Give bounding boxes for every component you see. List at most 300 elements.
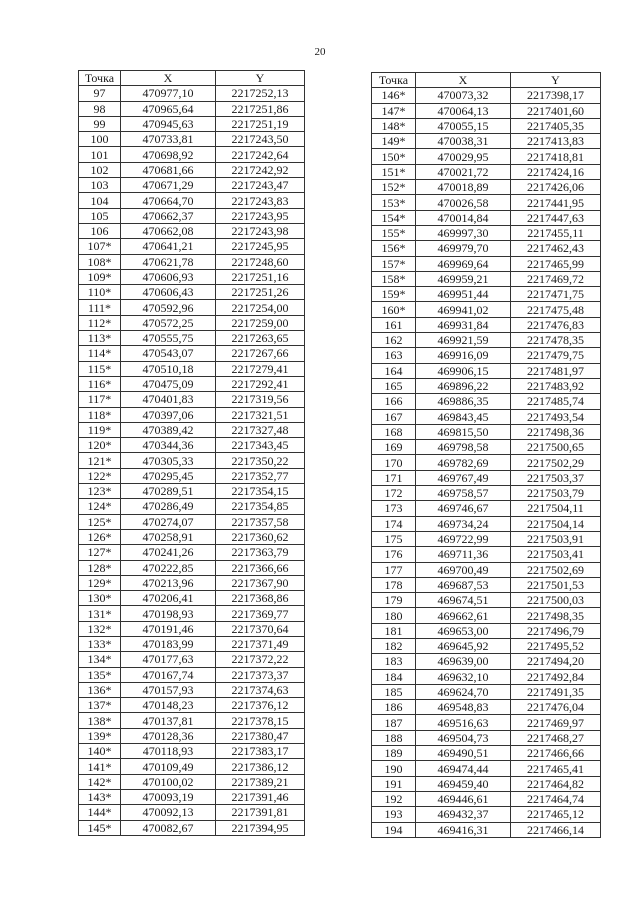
- table-row: [372, 501, 601, 516]
- y-coordinate-cell: 2217267,66: [216, 346, 305, 361]
- point-number-cell: 183: [372, 654, 416, 669]
- table-row: [372, 424, 601, 439]
- x-coordinate-cell: 469474,44: [416, 761, 511, 776]
- x-coordinate-cell: 469416,31: [416, 822, 511, 837]
- y-coordinate-cell: 2217327,48: [216, 422, 305, 437]
- x-coordinate-cell: 469624,70: [416, 684, 511, 699]
- table-row: [79, 300, 305, 315]
- x-coordinate-cell: 469815,50: [416, 424, 511, 439]
- point-number-cell: 130*: [79, 591, 121, 606]
- point-number-cell: 168: [372, 424, 416, 439]
- table-row: [372, 700, 601, 715]
- y-coordinate-cell: 2217466,66: [511, 746, 601, 761]
- x-coordinate-cell: 470038,31: [416, 134, 511, 149]
- y-coordinate-cell: 2217398,17: [511, 88, 601, 103]
- y-coordinate-cell: 2217447,63: [511, 210, 601, 225]
- y-coordinate-cell: 2217503,41: [511, 547, 601, 562]
- table-row: [79, 621, 305, 636]
- point-number-cell: 119*: [79, 422, 121, 437]
- y-coordinate-cell: 2217366,66: [216, 560, 305, 575]
- x-coordinate-cell: 470305,33: [121, 453, 216, 468]
- table-row: [372, 440, 601, 455]
- point-number-cell: 167: [372, 409, 416, 424]
- x-coordinate-cell: 470606,93: [121, 269, 216, 284]
- y-coordinate-cell: 2217464,82: [511, 776, 601, 791]
- table-row: [372, 180, 601, 195]
- y-coordinate-cell: 2217378,15: [216, 713, 305, 728]
- y-coordinate-cell: 2217373,37: [216, 667, 305, 682]
- x-coordinate-cell: 470157,93: [121, 682, 216, 697]
- y-coordinate-cell: 2217465,99: [511, 256, 601, 271]
- y-coordinate-cell: 2217251,16: [216, 269, 305, 284]
- x-coordinate-cell: 470109,49: [121, 759, 216, 774]
- x-coordinate-cell: 469432,37: [416, 807, 511, 822]
- x-coordinate-cell: 470191,46: [121, 621, 216, 636]
- y-coordinate-cell: 2217251,26: [216, 285, 305, 300]
- point-number-cell: 110*: [79, 285, 121, 300]
- table-row: [372, 394, 601, 409]
- point-number-cell: 175: [372, 531, 416, 546]
- y-coordinate-cell: 2217371,49: [216, 636, 305, 651]
- x-coordinate-cell: 470213,96: [121, 575, 216, 590]
- y-coordinate-cell: 2217242,64: [216, 147, 305, 162]
- point-number-cell: 155*: [372, 225, 416, 240]
- table-row: [372, 256, 601, 271]
- x-coordinate-cell: 470510,18: [121, 361, 216, 376]
- x-coordinate-cell: 470026,58: [416, 195, 511, 210]
- table-row: [79, 468, 305, 483]
- x-coordinate-cell: 469921,59: [416, 333, 511, 348]
- table-row: [79, 101, 305, 116]
- table-row: [79, 285, 305, 300]
- y-coordinate-cell: 2217462,43: [511, 241, 601, 256]
- x-coordinate-cell: 469931,84: [416, 317, 511, 332]
- x-coordinate-cell: 470664,70: [121, 193, 216, 208]
- y-coordinate-cell: 2217321,51: [216, 407, 305, 422]
- point-number-cell: 134*: [79, 652, 121, 667]
- table-row: [79, 239, 305, 254]
- point-number-cell: 176: [372, 547, 416, 562]
- point-number-cell: 173: [372, 501, 416, 516]
- y-coordinate-cell: 2217418,81: [511, 149, 601, 164]
- point-number-cell: 159*: [372, 287, 416, 302]
- x-coordinate-cell: 470389,42: [121, 422, 216, 437]
- point-number-cell: 126*: [79, 529, 121, 544]
- x-coordinate-cell: 470543,07: [121, 346, 216, 361]
- table-row: [79, 223, 305, 238]
- table-row: [372, 164, 601, 179]
- y-coordinate-cell: 2217363,79: [216, 545, 305, 560]
- table-row: [372, 134, 601, 149]
- y-coordinate-cell: 2217391,46: [216, 789, 305, 804]
- y-coordinate-cell: 2217370,64: [216, 621, 305, 636]
- point-number-cell: 151*: [372, 164, 416, 179]
- point-number-cell: 194: [372, 822, 416, 837]
- point-number-cell: 139*: [79, 728, 121, 743]
- y-coordinate-cell: 2217471,75: [511, 287, 601, 302]
- point-number-cell: 127*: [79, 545, 121, 560]
- point-number-cell: 171: [372, 470, 416, 485]
- x-coordinate-cell: 470073,32: [416, 88, 511, 103]
- point-number-cell: 158*: [372, 271, 416, 286]
- x-coordinate-cell: 469459,40: [416, 776, 511, 791]
- x-coordinate-cell: 470965,64: [121, 101, 216, 116]
- y-coordinate-cell: 2217502,69: [511, 562, 601, 577]
- table-row: [79, 606, 305, 621]
- x-coordinate-cell: 470698,92: [121, 147, 216, 162]
- y-coordinate-cell: 2217476,04: [511, 700, 601, 715]
- y-coordinate-cell: 2217251,19: [216, 116, 305, 131]
- x-coordinate-cell: 470606,43: [121, 285, 216, 300]
- y-coordinate-cell: 2217243,95: [216, 208, 305, 223]
- table-row: [372, 363, 601, 378]
- table-row: [79, 636, 305, 651]
- y-coordinate-cell: 2217243,47: [216, 178, 305, 193]
- y-coordinate-cell: 2217492,84: [511, 669, 601, 684]
- y-coordinate-cell: 2217354,15: [216, 484, 305, 499]
- table-row: [372, 730, 601, 745]
- point-number-cell: 102: [79, 162, 121, 177]
- table-row: [79, 438, 305, 453]
- table-row: [372, 210, 601, 225]
- table-row: [372, 623, 601, 638]
- point-number-cell: 193: [372, 807, 416, 822]
- x-coordinate-cell: 469662,61: [416, 608, 511, 623]
- point-number-cell: 163: [372, 348, 416, 363]
- x-coordinate-cell: 469711,36: [416, 547, 511, 562]
- y-coordinate-cell: 2217464,74: [511, 791, 601, 806]
- table-row: [372, 608, 601, 623]
- x-coordinate-cell: 470662,08: [121, 223, 216, 238]
- table-row: [79, 376, 305, 391]
- point-number-cell: 146*: [372, 88, 416, 103]
- table-row: [79, 208, 305, 223]
- table-row: [79, 254, 305, 269]
- point-number-cell: 118*: [79, 407, 121, 422]
- x-coordinate-cell: 469959,21: [416, 271, 511, 286]
- y-coordinate-cell: 2217426,06: [511, 180, 601, 195]
- point-number-cell: 100: [79, 132, 121, 147]
- table-row: [79, 269, 305, 284]
- table-header-row: [79, 71, 305, 86]
- y-coordinate-cell: 2217466,14: [511, 822, 601, 837]
- x-coordinate-cell: 469639,00: [416, 654, 511, 669]
- point-number-cell: 187: [372, 715, 416, 730]
- x-coordinate-cell: 470183,99: [121, 636, 216, 651]
- point-number-cell: 114*: [79, 346, 121, 361]
- x-coordinate-cell: 470344,36: [121, 438, 216, 453]
- y-coordinate-cell: 2217259,00: [216, 315, 305, 330]
- table-row: [79, 361, 305, 376]
- x-coordinate-cell: 470286,49: [121, 499, 216, 514]
- point-number-cell: 192: [372, 791, 416, 806]
- x-coordinate-cell: 469490,51: [416, 746, 511, 761]
- x-coordinate-cell: 469951,44: [416, 287, 511, 302]
- x-coordinate-cell: 470082,67: [121, 820, 216, 835]
- point-number-cell: 172: [372, 486, 416, 501]
- table-row: [79, 315, 305, 330]
- point-number-cell: 160*: [372, 302, 416, 317]
- y-coordinate-cell: 2217494,20: [511, 654, 601, 669]
- table-row: [79, 407, 305, 422]
- x-coordinate-cell: 470018,89: [416, 180, 511, 195]
- y-coordinate-cell: 2217485,74: [511, 394, 601, 409]
- header-y: Y: [511, 73, 601, 88]
- x-coordinate-cell: 470014,84: [416, 210, 511, 225]
- y-coordinate-cell: 2217248,60: [216, 254, 305, 269]
- y-coordinate-cell: 2217369,77: [216, 606, 305, 621]
- y-coordinate-cell: 2217389,21: [216, 774, 305, 789]
- point-number-cell: 162: [372, 333, 416, 348]
- table-row: [79, 728, 305, 743]
- x-coordinate-cell: 470222,85: [121, 560, 216, 575]
- x-coordinate-cell: 469798,58: [416, 440, 511, 455]
- table-row: [79, 86, 305, 101]
- table-row: [372, 776, 601, 791]
- table-row: [79, 667, 305, 682]
- point-number-cell: 117*: [79, 392, 121, 407]
- table-row: [372, 547, 601, 562]
- y-coordinate-cell: 2217383,17: [216, 744, 305, 759]
- x-coordinate-cell: 470945,63: [121, 116, 216, 131]
- table-row: [79, 713, 305, 728]
- y-coordinate-cell: 2217424,16: [511, 164, 601, 179]
- x-coordinate-cell: 470241,26: [121, 545, 216, 560]
- x-coordinate-cell: 470977,10: [121, 86, 216, 101]
- table-row: [372, 746, 601, 761]
- y-coordinate-cell: 2217465,12: [511, 807, 601, 822]
- x-coordinate-cell: 470167,74: [121, 667, 216, 682]
- table-row: [79, 116, 305, 131]
- x-coordinate-cell: 470198,93: [121, 606, 216, 621]
- point-number-cell: 156*: [372, 241, 416, 256]
- table-row: [79, 162, 305, 177]
- point-number-cell: 106: [79, 223, 121, 238]
- x-coordinate-cell: 470064,13: [416, 103, 511, 118]
- table-row: [79, 331, 305, 346]
- x-coordinate-cell: 469782,69: [416, 455, 511, 470]
- table-row: [372, 195, 601, 210]
- point-number-cell: 129*: [79, 575, 121, 590]
- header-y: Y: [216, 71, 305, 86]
- point-number-cell: 182: [372, 638, 416, 653]
- x-coordinate-cell: 469843,45: [416, 409, 511, 424]
- point-number-cell: 150*: [372, 149, 416, 164]
- table-row: [372, 531, 601, 546]
- point-number-cell: 135*: [79, 667, 121, 682]
- point-number-cell: 138*: [79, 713, 121, 728]
- y-coordinate-cell: 2217243,83: [216, 193, 305, 208]
- y-coordinate-cell: 2217343,45: [216, 438, 305, 453]
- table-row: [372, 470, 601, 485]
- point-number-cell: 121*: [79, 453, 121, 468]
- y-coordinate-cell: 2217493,54: [511, 409, 601, 424]
- y-coordinate-cell: 2217372,22: [216, 652, 305, 667]
- point-number-cell: 178: [372, 577, 416, 592]
- x-coordinate-cell: 470100,02: [121, 774, 216, 789]
- x-coordinate-cell: 470671,29: [121, 178, 216, 193]
- y-coordinate-cell: 2217243,98: [216, 223, 305, 238]
- table-row: [79, 499, 305, 514]
- table-row: [79, 132, 305, 147]
- y-coordinate-cell: 2217496,79: [511, 623, 601, 638]
- point-number-cell: 105: [79, 208, 121, 223]
- x-coordinate-cell: 469632,10: [416, 669, 511, 684]
- y-coordinate-cell: 2217319,56: [216, 392, 305, 407]
- y-coordinate-cell: 2217263,65: [216, 331, 305, 346]
- x-coordinate-cell: 470148,23: [121, 698, 216, 713]
- y-coordinate-cell: 2217441,95: [511, 195, 601, 210]
- point-number-cell: 181: [372, 623, 416, 638]
- x-coordinate-cell: 470295,45: [121, 468, 216, 483]
- x-coordinate-cell: 470662,37: [121, 208, 216, 223]
- point-number-cell: 152*: [372, 180, 416, 195]
- table-row: [372, 654, 601, 669]
- y-coordinate-cell: 2217498,35: [511, 608, 601, 623]
- point-number-cell: 112*: [79, 315, 121, 330]
- x-coordinate-cell: 470289,51: [121, 484, 216, 499]
- point-number-cell: 133*: [79, 636, 121, 651]
- table-row: [372, 409, 601, 424]
- table-row: [79, 698, 305, 713]
- point-number-cell: 120*: [79, 438, 121, 453]
- y-coordinate-cell: 2217254,00: [216, 300, 305, 315]
- y-coordinate-cell: 2217469,97: [511, 715, 601, 730]
- y-coordinate-cell: 2217475,48: [511, 302, 601, 317]
- table-row: [372, 486, 601, 501]
- point-number-cell: 157*: [372, 256, 416, 271]
- table-row: [79, 652, 305, 667]
- point-number-cell: 161: [372, 317, 416, 332]
- y-coordinate-cell: 2217469,72: [511, 271, 601, 286]
- y-coordinate-cell: 2217491,35: [511, 684, 601, 699]
- point-number-cell: 189: [372, 746, 416, 761]
- table-row: [79, 545, 305, 560]
- y-coordinate-cell: 2217242,92: [216, 162, 305, 177]
- y-coordinate-cell: 2217374,63: [216, 682, 305, 697]
- point-number-cell: 97: [79, 86, 121, 101]
- x-coordinate-cell: 469758,57: [416, 486, 511, 501]
- point-number-cell: 103: [79, 178, 121, 193]
- point-number-cell: 131*: [79, 606, 121, 621]
- point-number-cell: 145*: [79, 820, 121, 835]
- y-coordinate-cell: 2217354,85: [216, 499, 305, 514]
- table-row: [372, 225, 601, 240]
- x-coordinate-cell: 469653,00: [416, 623, 511, 638]
- x-coordinate-cell: 469645,92: [416, 638, 511, 653]
- table-row: [79, 789, 305, 804]
- y-coordinate-cell: 2217368,86: [216, 591, 305, 606]
- x-coordinate-cell: 469906,15: [416, 363, 511, 378]
- table-row: [79, 560, 305, 575]
- y-coordinate-cell: 2217251,86: [216, 101, 305, 116]
- x-coordinate-cell: 470128,36: [121, 728, 216, 743]
- point-number-cell: 140*: [79, 744, 121, 759]
- y-coordinate-cell: 2217500,03: [511, 593, 601, 608]
- table-row: [372, 669, 601, 684]
- point-number-cell: 185: [372, 684, 416, 699]
- header-x: X: [416, 73, 511, 88]
- table-row: [79, 591, 305, 606]
- x-coordinate-cell: 470555,75: [121, 331, 216, 346]
- table-row: [372, 638, 601, 653]
- table-row: [372, 807, 601, 822]
- x-coordinate-cell: 470475,09: [121, 376, 216, 391]
- point-number-cell: 98: [79, 101, 121, 116]
- point-number-cell: 104: [79, 193, 121, 208]
- table-row: [372, 118, 601, 133]
- table-row: [79, 178, 305, 193]
- y-coordinate-cell: 2217503,37: [511, 470, 601, 485]
- point-number-cell: 125*: [79, 514, 121, 529]
- table-row: [372, 593, 601, 608]
- coordinates-table-left: [78, 70, 305, 836]
- point-number-cell: 109*: [79, 269, 121, 284]
- x-coordinate-cell: 470274,07: [121, 514, 216, 529]
- point-number-cell: 111*: [79, 300, 121, 315]
- point-number-cell: 107*: [79, 239, 121, 254]
- y-coordinate-cell: 2217483,92: [511, 378, 601, 393]
- table-row: [372, 88, 601, 103]
- table-row: [79, 392, 305, 407]
- table-row: [372, 516, 601, 531]
- coordinates-table-right: [371, 72, 601, 838]
- x-coordinate-cell: 470681,66: [121, 162, 216, 177]
- point-number-cell: 143*: [79, 789, 121, 804]
- x-coordinate-cell: 470118,93: [121, 744, 216, 759]
- x-coordinate-cell: 469722,99: [416, 531, 511, 546]
- y-coordinate-cell: 2217504,14: [511, 516, 601, 531]
- table-row: [372, 822, 601, 837]
- y-coordinate-cell: 2217500,65: [511, 440, 601, 455]
- table-row: [79, 682, 305, 697]
- point-number-cell: 136*: [79, 682, 121, 697]
- header-point: Точка: [372, 73, 416, 88]
- y-coordinate-cell: 2217367,90: [216, 575, 305, 590]
- x-coordinate-cell: 470029,95: [416, 149, 511, 164]
- point-number-cell: 154*: [372, 210, 416, 225]
- x-coordinate-cell: 469916,09: [416, 348, 511, 363]
- table-row: [79, 529, 305, 544]
- y-coordinate-cell: 2217504,11: [511, 501, 601, 516]
- x-coordinate-cell: 470258,91: [121, 529, 216, 544]
- y-coordinate-cell: 2217391,81: [216, 805, 305, 820]
- x-coordinate-cell: 470401,83: [121, 392, 216, 407]
- x-coordinate-cell: 469941,02: [416, 302, 511, 317]
- x-coordinate-cell: 470206,41: [121, 591, 216, 606]
- point-number-cell: 123*: [79, 484, 121, 499]
- y-coordinate-cell: 2217503,91: [511, 531, 601, 546]
- y-coordinate-cell: 2217478,35: [511, 333, 601, 348]
- x-coordinate-cell: 469516,63: [416, 715, 511, 730]
- y-coordinate-cell: 2217465,41: [511, 761, 601, 776]
- point-number-cell: 115*: [79, 361, 121, 376]
- table-row: [79, 744, 305, 759]
- header-point: Точка: [79, 71, 121, 86]
- y-coordinate-cell: 2217455,11: [511, 225, 601, 240]
- table-row: [372, 577, 601, 592]
- point-number-cell: 184: [372, 669, 416, 684]
- y-coordinate-cell: 2217503,79: [511, 486, 601, 501]
- point-number-cell: 188: [372, 730, 416, 745]
- point-number-cell: 99: [79, 116, 121, 131]
- table-row: [79, 774, 305, 789]
- x-coordinate-cell: 469746,67: [416, 501, 511, 516]
- y-coordinate-cell: 2217481,97: [511, 363, 601, 378]
- table-row: [372, 103, 601, 118]
- table-row: [372, 348, 601, 363]
- point-number-cell: 191: [372, 776, 416, 791]
